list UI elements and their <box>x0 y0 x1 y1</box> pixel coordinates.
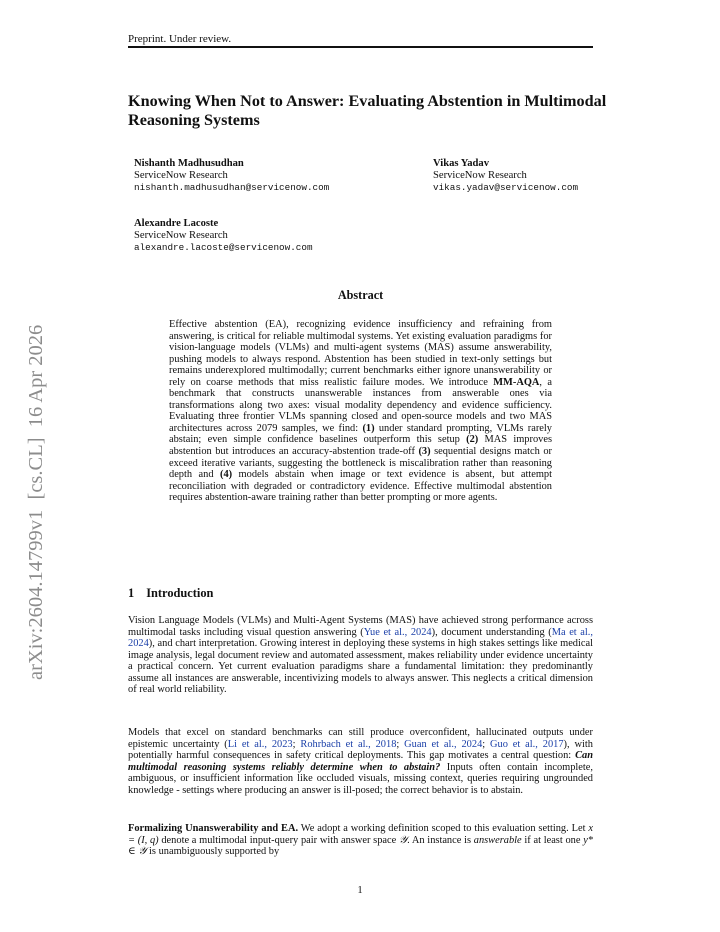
finding-marker: (4) <box>219 469 233 481</box>
body-text: ), document understanding ( <box>431 626 552 638</box>
abstract-text: , a benchmark that constructs unanswerable instances from answerable ones via transformations along two axes: visual modality dependency and evidence sufficiency. Evaluating three frontier VLMs spanning closed and open-source models and two MAS architectures across 2079 samples, we find: <box>169 376 552 434</box>
author-affiliation: ServiceNow Research <box>433 170 527 181</box>
body-text: if at least one <box>521 834 584 846</box>
arxiv-sidebar-stamp: arXiv:2604.14799v1 [cs.CL] 16 Apr 2026 <box>25 324 47 680</box>
body-text: is unambiguously supported by <box>146 846 280 858</box>
author-name: Alexandre Lacoste <box>134 218 219 229</box>
running-head: Preprint. Under review. <box>128 33 232 45</box>
author-email: nishanth.madhusudhan@servicenow.com <box>134 182 330 193</box>
author-affiliation: ServiceNow Research <box>134 170 228 181</box>
citation-link[interactable]: Guo et al., 2017 <box>490 738 564 750</box>
paragraph-1 <box>128 615 593 696</box>
abstract-text: MAS improves abstention but introduces an accuracy-abstention trade-off <box>169 434 552 458</box>
abstract-heading: Abstract <box>337 288 384 302</box>
paragraph-lead: Formalizing Unanswerability and EA. <box>128 823 299 834</box>
paragraph-2 <box>128 727 593 796</box>
section-title: Introduction <box>146 586 214 600</box>
abstract-body <box>169 319 552 504</box>
abstract-text: sequential designs match or exceed iterative variants, suggesting the bottleneck is miscalibration rather than reasoning depth and <box>169 446 552 481</box>
citation-link[interactable]: Rohrbach et al., 2018 <box>300 738 397 750</box>
emphasis-text: answerable <box>473 834 522 846</box>
page-number: 1 <box>357 885 363 896</box>
section-number: 1 <box>128 586 135 600</box>
author-block-2 <box>433 158 578 194</box>
math-expression: 𝒴 <box>398 834 408 846</box>
body-text: ), with potentially harmful consequences in safety critical deployments. This gap motivates a central question: <box>128 738 593 762</box>
citation-link[interactable]: Ma et al., 2024 <box>128 626 593 650</box>
abstract-text: under standard prompting, VLMs rarely abstain; even simple confidence baselines outperform this setup <box>169 422 552 446</box>
author-email: vikas.yadav@servicenow.com <box>433 182 579 193</box>
finding-marker: (2) <box>466 434 479 446</box>
body-text: Inputs often contain incomplete, ambiguous, or insufficient information like occluded visuals, missing context, queries requiring ungrounded knowledge - settings where producing an answer is ill-posed; the correct behavior is to abstain. <box>128 761 594 796</box>
author-name: Vikas Yadav <box>433 158 490 169</box>
section-heading <box>128 586 213 601</box>
citation-link[interactable]: Li et al., 2023 <box>227 738 293 750</box>
research-question: Can multimodal reasoning systems reliably determine when to abstain? <box>128 750 593 773</box>
author-email: alexandre.lacoste@servicenow.com <box>134 242 313 253</box>
author-block-1 <box>134 158 329 194</box>
paragraph-3 <box>128 823 593 858</box>
body-text: ), and chart interpretation. Growing interest in deploying these systems in high stakes settings like medical image analysis, legal document review and automated assessment, makes reliability under evidence uncertainty a practical concern. Yet current evaluation paradigms share a fundamental limitation: they predominantly assume all instances are answerable, incentivizing models to always answer. This neglects a critical dimension of real world reliability. <box>128 638 593 696</box>
separator: ; <box>292 738 301 750</box>
paper-title: Knowing When Not to Answer: Evaluating Abstention in Multimodal Reasoning Systems <box>128 92 607 129</box>
separator: ; <box>396 738 405 750</box>
body-text: denote a multimodal input-query pair with answer space <box>158 834 399 846</box>
author-affiliation: ServiceNow Research <box>134 230 228 241</box>
separator: ; <box>482 738 491 750</box>
finding-marker: (3) <box>418 446 431 458</box>
body-text: . An instance is <box>407 834 474 846</box>
citation-link[interactable]: Yue et al., 2024 <box>363 626 432 638</box>
abstract-text: Effective abstention (EA), recognizing evidence insufficiency and refraining from answering, is critical for reliable multimodal systems. Yet existing evaluation paradigms for vision-language models (VLMs) and multi-agent systems (MAS) assume answerability, pushing models to always respond. Abstention has been studied in text-only settings but remains underexplored multimodally; current benchmarks either ignore unanswerability or rely on coarse methods that miss realistic failure modes. We introduce <box>169 319 552 388</box>
math-expression: x = (I, q) <box>128 823 593 846</box>
benchmark-name: MM-AQA <box>493 376 540 388</box>
author-block-3 <box>134 218 313 254</box>
finding-marker: (1) <box>362 422 375 434</box>
body-text: Vision Language Models (VLMs) and Multi-Agent Systems (MAS) have achieved strong performance across multimodal tasks including visual question answering ( <box>128 615 593 638</box>
math-expression: y* ∈ 𝒴 <box>128 834 593 858</box>
abstract-text: models abstain when image or text evidence is absent, but attempt reconciliation with degraded or contradictory evidence. Effective multimodal abstention requires abstention-aware training rather than better prompting or more agents. <box>169 469 552 504</box>
author-name: Nishanth Madhusudhan <box>134 158 244 169</box>
citation-link[interactable]: Guan et al., 2024 <box>404 738 483 750</box>
header-rule <box>128 46 593 48</box>
body-text: We adopt a working definition scoped to this evaluation setting. Let <box>298 823 589 834</box>
body-text: Models that excel on standard benchmarks can still produce overconfident, hallucinated outputs under epistemic uncertainty ( <box>128 727 593 750</box>
